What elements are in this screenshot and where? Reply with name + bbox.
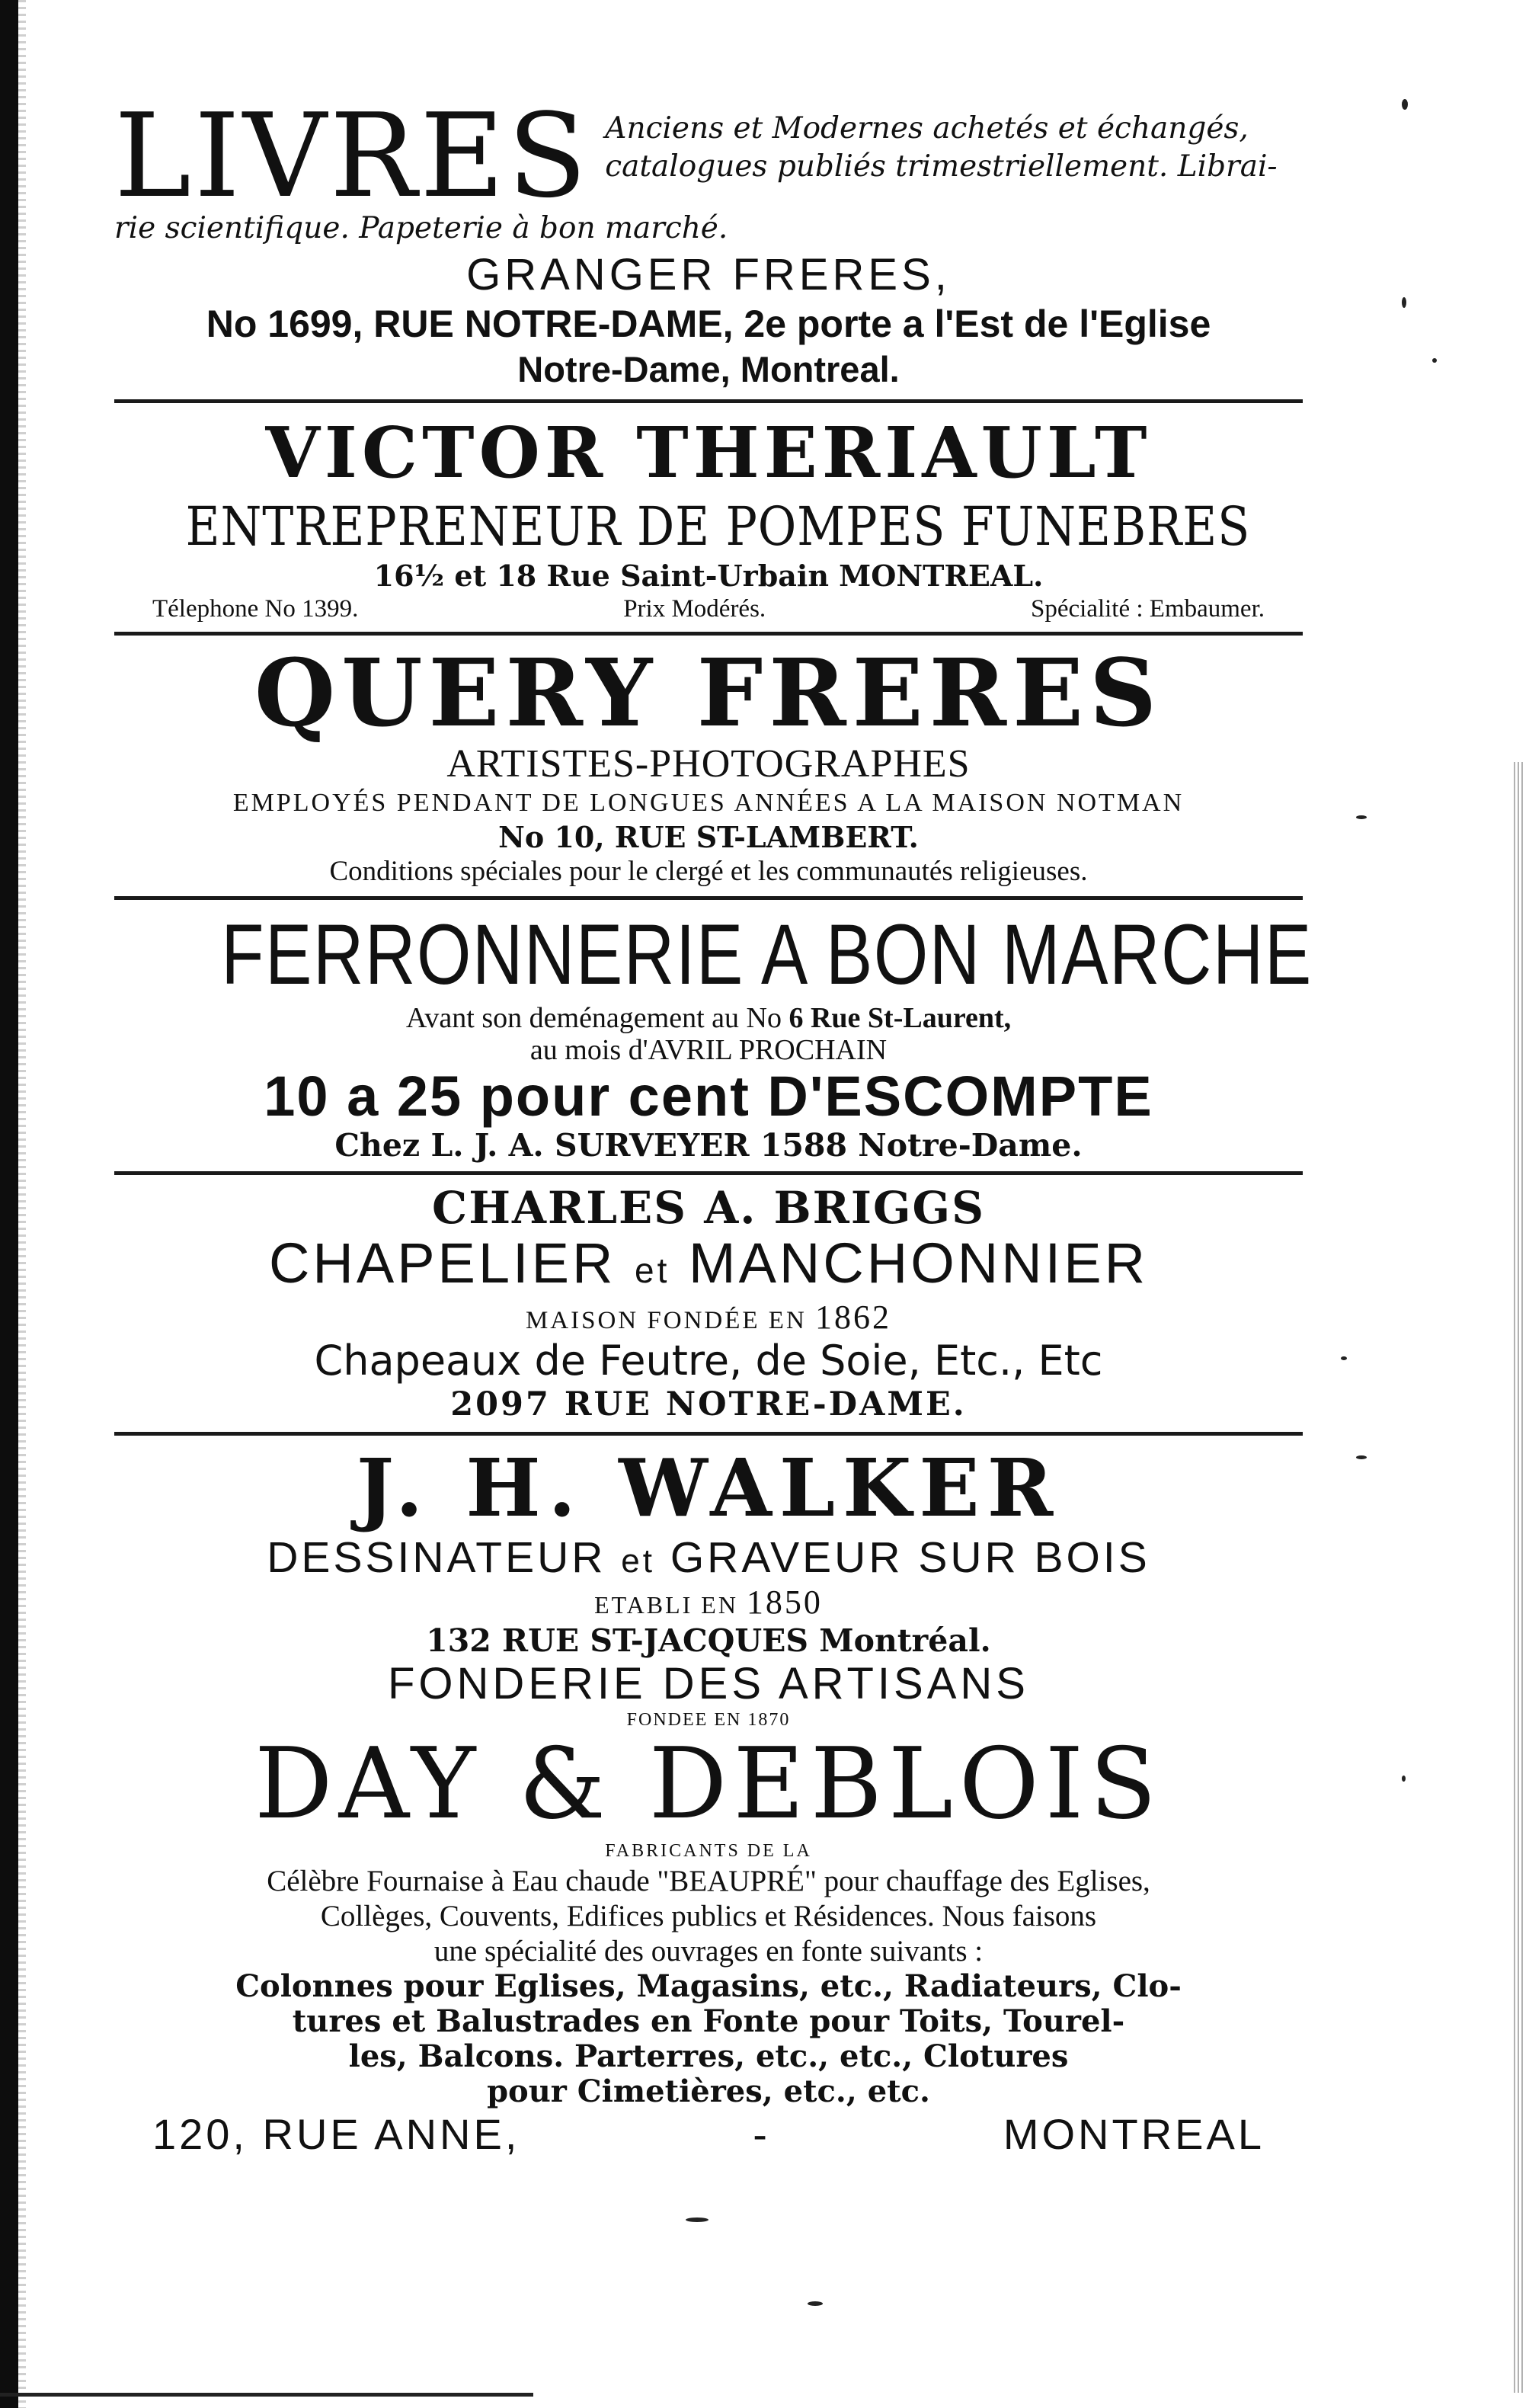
- scan-left-edge-texture: [18, 0, 26, 2408]
- ferronnerie-seller: Chez L. J. A. SURVEYER 1588 Notre-Dame.: [334, 1127, 1083, 1164]
- walker-name: J. H. WALKER: [356, 1441, 1061, 1535]
- day-deblois-para-line: Collèges, Couvents, Edifices publics et Résidences. Nous faisons: [320, 1900, 1097, 1932]
- scan-speck: [1402, 297, 1406, 308]
- query-conditions: Conditions spéciales pour le clergé et les communautés religieuses.: [329, 856, 1088, 887]
- scan-speck: [808, 2301, 823, 2306]
- briggs-founded-year: 1862: [815, 1298, 892, 1336]
- walker-trade-a: DESSINATEUR: [267, 1533, 606, 1582]
- day-deblois-makers: FABRICANTS DE LA: [605, 1841, 812, 1861]
- walker-address: 132 RUE ST-JACQUES Montréal.: [426, 1622, 991, 1659]
- scan-speck: [1341, 1356, 1347, 1360]
- day-deblois-ad: [114, 1660, 1303, 2160]
- day-deblois-name: DAY & DEBLOIS: [254, 1728, 1163, 1841]
- ferronnerie-month: au mois d'AVRIL PROCHAIN: [529, 1034, 888, 1066]
- briggs-founded-label: MAISON FONDÉE EN: [525, 1307, 807, 1334]
- query-employed-line: EMPLOYÉS PENDANT DE LONGUES ANNÉES A LA MAISON NOTMAN: [232, 789, 1185, 817]
- scan-speck: [1432, 358, 1437, 363]
- day-deblois-dash: -: [753, 2110, 770, 2158]
- query-freres-ad: [114, 638, 1303, 889]
- briggs-trade-et: et: [634, 1250, 670, 1290]
- jh-walker-ad: [114, 1443, 1303, 1660]
- divider-rule: [114, 632, 1303, 636]
- day-deblois-products-line: Colonnes pour Eglises, Magasins, etc., Radiateurs, Clo-: [235, 1968, 1182, 2004]
- scan-speck: [1402, 99, 1408, 110]
- granger-address-line: No 1699, RUE NOTRE-DAME, 2e porte a l'Est de l'Eglise: [206, 303, 1211, 345]
- query-trade: ARTISTES-PHOTOGRAPHES: [446, 742, 971, 786]
- day-deblois-products-line: les, Balcons. Parterres, etc., etc., Clotures: [348, 2038, 1069, 2074]
- scan-speck: [1356, 1455, 1367, 1459]
- theriault-name: VICTOR THERIAULT: [265, 411, 1152, 494]
- walker-established-label: ETABLI EN: [594, 1591, 738, 1619]
- scan-bottom-line: [0, 2393, 533, 2397]
- day-deblois-products-line: pour Cimetières, etc., etc.: [487, 2073, 930, 2109]
- divider-rule: [114, 399, 1303, 403]
- briggs-founded: [114, 1298, 1303, 1337]
- divider-rule: [114, 896, 1303, 900]
- scan-speck: [686, 2217, 709, 2222]
- ferronnerie-discount: 10 a 25 pour cent D'ESCOMPTE: [264, 1065, 1153, 1128]
- scan-right-edge-texture: [1514, 762, 1524, 2393]
- advertisements: [114, 88, 1313, 2160]
- ferronnerie-ad: [114, 907, 1313, 1164]
- briggs-address: 2097 RUE NOTRE-DAME.: [450, 1385, 967, 1423]
- granger-freres-ad: [114, 88, 1303, 392]
- livres-description: Anciens et Modernes achetés et échangés, catalogues publiés trimestriellement. Librai-: [605, 111, 1278, 184]
- divider-rule: [114, 1432, 1303, 1436]
- ferronnerie-moving-text: Avant son deménagement au No: [405, 1002, 789, 1034]
- livres-heading: LIVRES: [114, 88, 590, 223]
- livres-description-continued: rie scientifique. Papeterie à bon marché.: [114, 211, 728, 245]
- victor-theriault-ad: [114, 411, 1303, 624]
- ferronnerie-title: FERRONNERIE A BON MARCHE: [221, 907, 1313, 1002]
- scan-speck: [1356, 815, 1367, 819]
- briggs-products: Chapeaux de Feutre, de Soie, Etc., Etc: [314, 1337, 1103, 1385]
- theriault-telephone: Télephone No 1399.: [152, 595, 359, 623]
- divider-rule: [114, 1171, 1303, 1175]
- theriault-details-row: [114, 594, 1303, 624]
- granger-address-city: Notre-Dame, Montreal.: [517, 349, 900, 389]
- walker-trade: [114, 1533, 1303, 1586]
- ferronnerie-moving-line: [114, 1002, 1303, 1034]
- query-name: QUERY FRERES: [254, 638, 1163, 748]
- day-deblois-city: MONTREAL: [1003, 2110, 1265, 2158]
- day-deblois-street: 120, RUE ANNE,: [152, 2110, 520, 2158]
- theriault-trade: ENTREPRENEUR DE POMPES FUNEBRES: [185, 495, 1251, 558]
- theriault-prices: Prix Modérés.: [623, 595, 766, 623]
- query-address: No 10, RUE ST-LAMBERT.: [498, 820, 919, 854]
- theriault-specialty: Spécialité : Embaumer.: [1031, 595, 1265, 623]
- day-deblois-para-line: Célèbre Fournaise à Eau chaude "BEAUPRÉ" pour chauffage des Eglises,: [267, 1865, 1150, 1897]
- day-deblois-para-line: une spécialité des ouvrages en fonte suivants :: [433, 1935, 984, 1968]
- walker-established-year: 1850: [746, 1583, 823, 1621]
- walker-established: [114, 1583, 1303, 1622]
- foundry-name: FONDERIE DES ARTISANS: [388, 1659, 1029, 1708]
- ferronnerie-moving-address: 6 Rue St-Laurent,: [788, 1002, 1012, 1034]
- briggs-trade: [114, 1233, 1303, 1301]
- walker-trade-et: et: [621, 1542, 655, 1580]
- charles-briggs-ad: [114, 1183, 1303, 1424]
- granger-company-name: GRANGER FRERES,: [466, 250, 951, 299]
- day-deblois-address-row: [114, 2109, 1303, 2160]
- scan-speck: [1402, 1776, 1406, 1782]
- briggs-name: CHARLES A. BRIGGS: [432, 1182, 985, 1234]
- day-deblois-products-line: tures et Balustrades en Fonte pour Toits, Tourel-: [292, 2003, 1125, 2039]
- foundry-founded: FONDEE EN 1870: [626, 1710, 791, 1730]
- walker-trade-b: GRAVEUR SUR BOIS: [670, 1533, 1150, 1582]
- briggs-trade-a: CHAPELIER: [268, 1231, 616, 1295]
- scan-left-border: [0, 0, 18, 2408]
- briggs-trade-b: MANCHONNIER: [688, 1231, 1149, 1295]
- theriault-address: 16½ et 18 Rue Saint-Urbain MONTREAL.: [373, 559, 1044, 593]
